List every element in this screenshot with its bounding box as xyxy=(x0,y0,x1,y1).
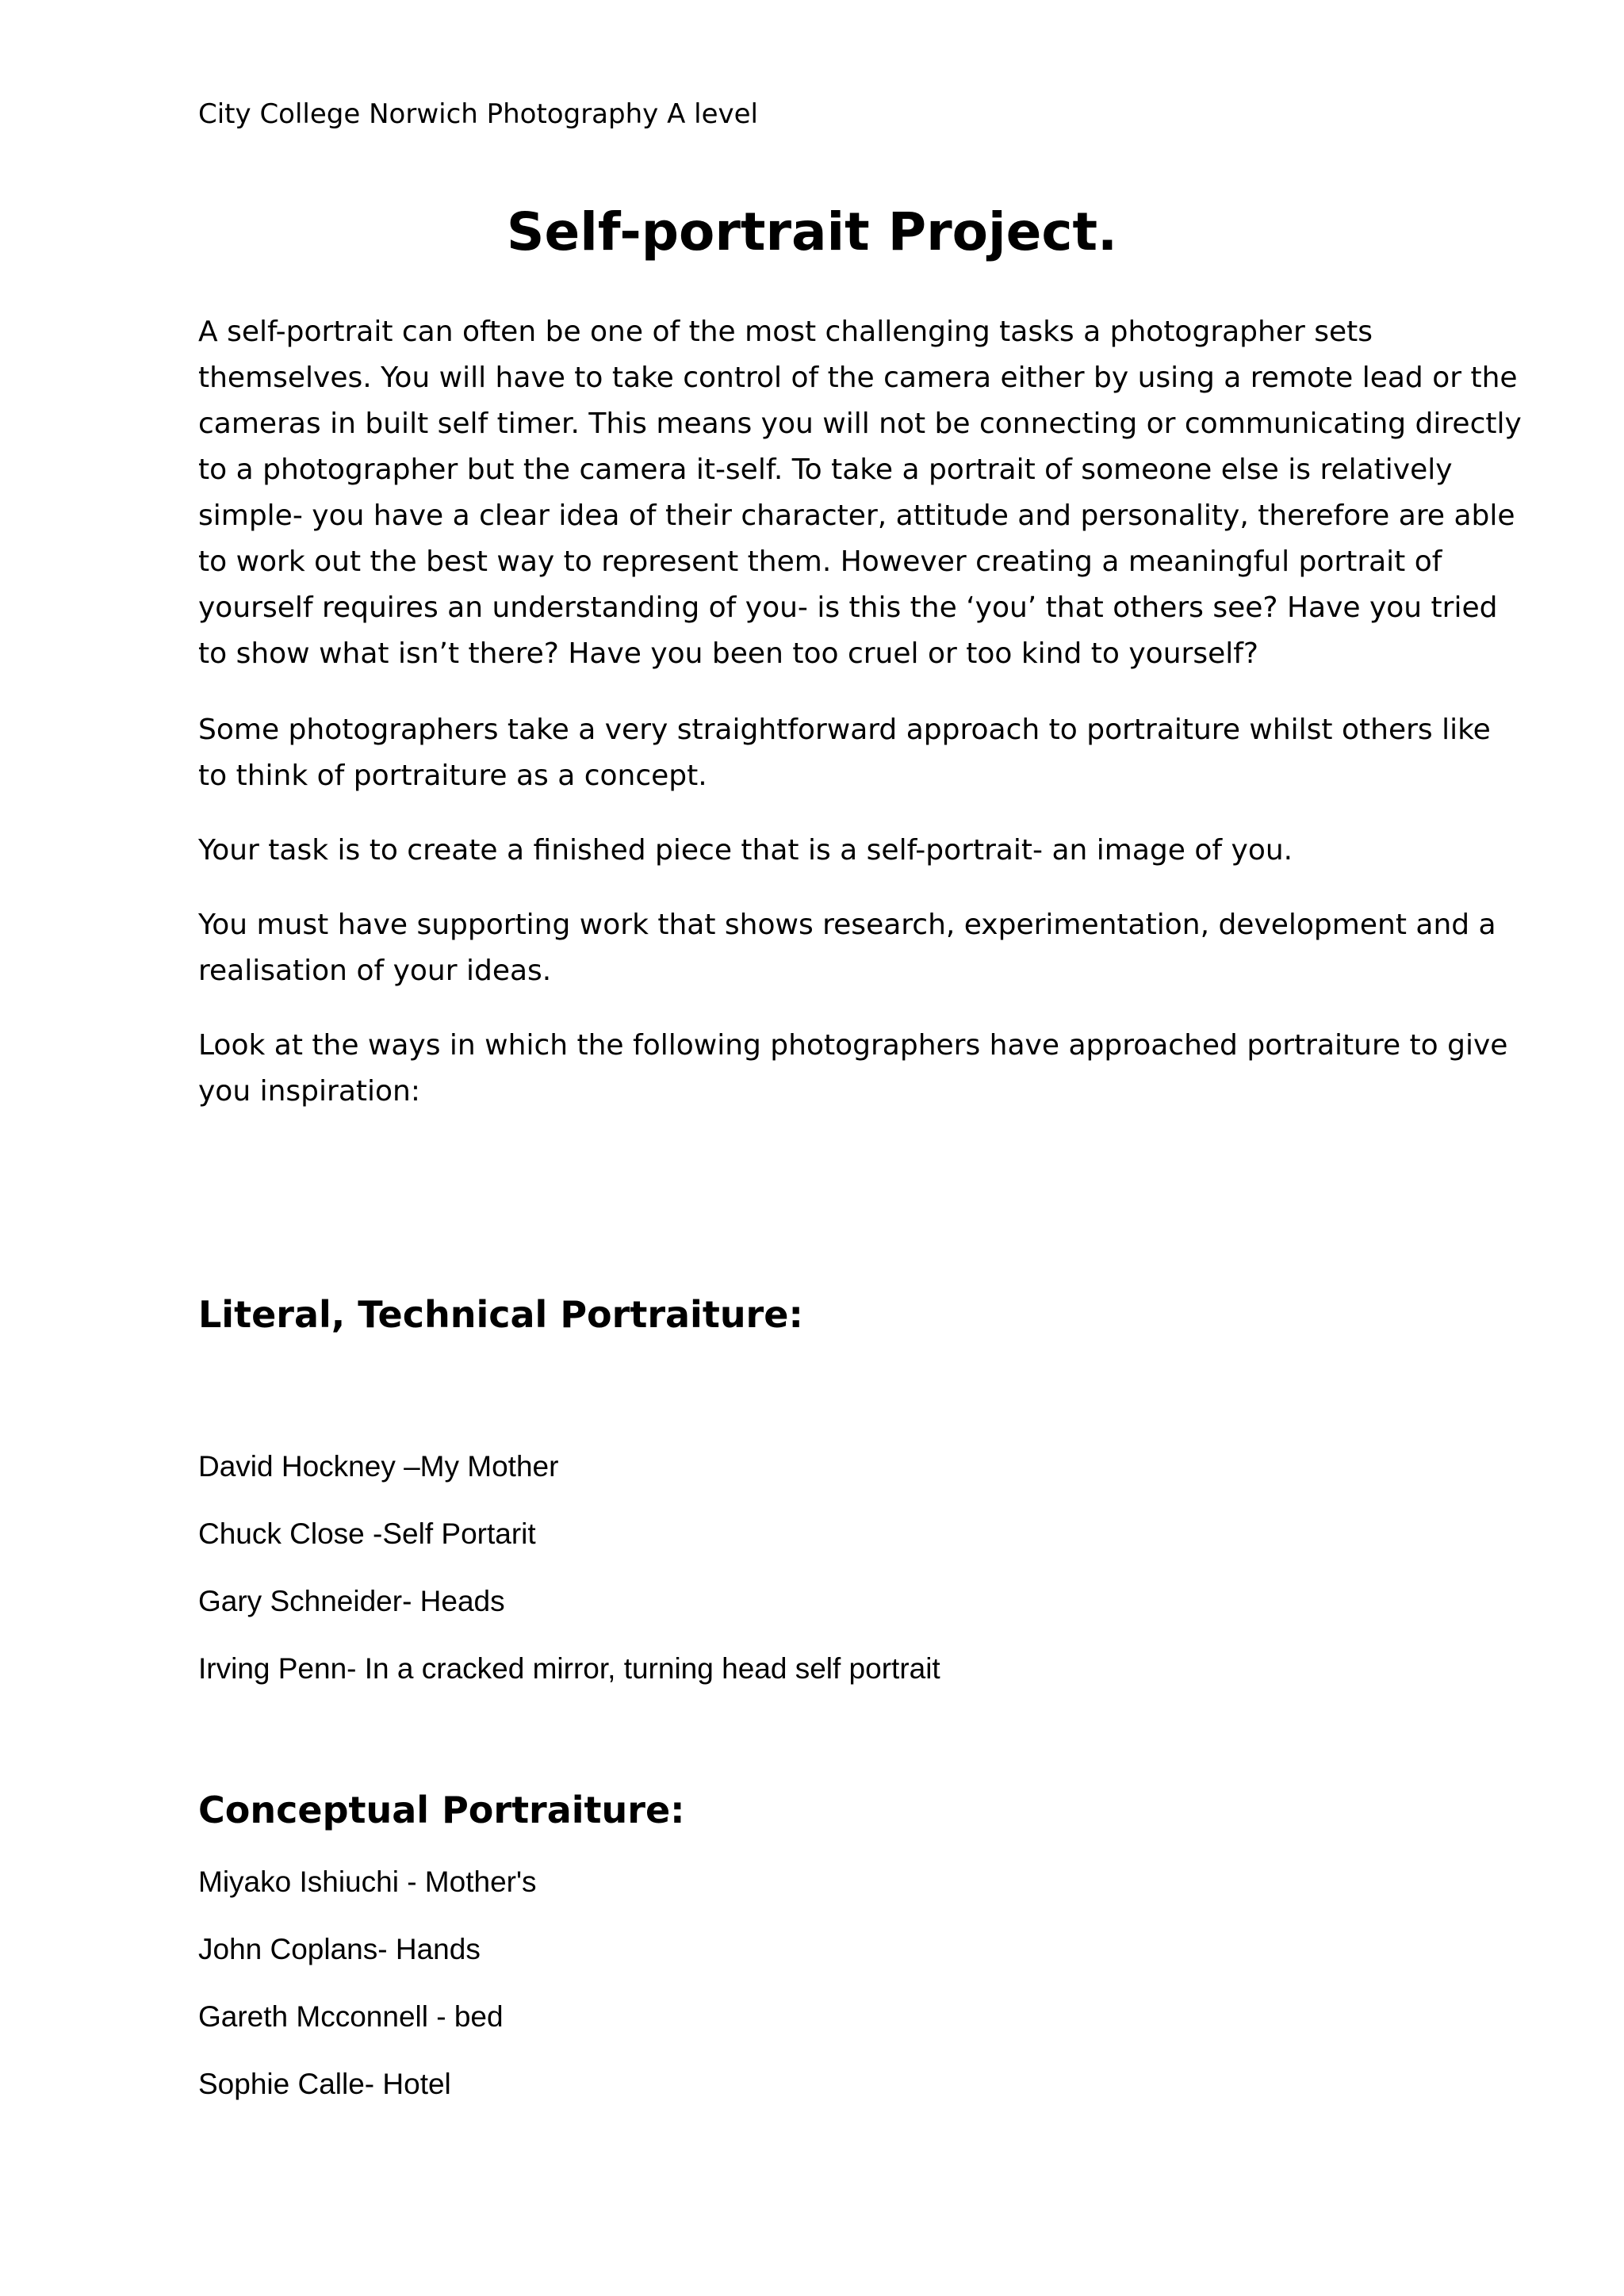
intro-line: to show what isn’t there? Have you been too cruel or too kind to yourself? xyxy=(198,637,1259,670)
supporting-paragraph xyxy=(198,902,1496,994)
intro-line: to work out the best way to represent them. However creating a meaningful portrait of xyxy=(198,545,1442,578)
conceptual-photographer-item: Miyako Ishiuchi - Mother's xyxy=(198,1866,537,1898)
conceptual-photographer-item: Sophie Calle- Hotel xyxy=(198,2068,451,2100)
intro-line: A self-portrait can often be one of the most challenging tasks a photographer sets xyxy=(198,316,1373,348)
approaches-paragraph xyxy=(198,707,1491,799)
intro-paragraph xyxy=(198,309,1522,677)
literal-photographer-item: David Hockney –My Mother xyxy=(198,1450,559,1483)
approaches-line: to think of portraiture as a concept. xyxy=(198,760,707,792)
literal-photographer-item: Gary Schneider- Heads xyxy=(198,1585,505,1617)
task-paragraph xyxy=(198,828,1451,874)
conceptual-photographer-item: John Coplans- Hands xyxy=(198,1933,481,1965)
task-line: Your task is to create a finished piece that is a self-portrait- an image of you. xyxy=(198,834,1293,867)
page-title: Self-portrait Project. xyxy=(506,201,1118,262)
conceptual-photographer-item: Gareth Mcconnell - bed xyxy=(198,2000,504,2033)
document-header: City College Norwich Photography A level xyxy=(198,98,758,130)
intro-line: to a photographer but the camera it-self. To take a portrait of someone else is relatively xyxy=(198,453,1453,486)
literal-photographer-item: Chuck Close -Self Portarit xyxy=(198,1517,536,1550)
conceptual-portraiture-heading: Conceptual Portraiture: xyxy=(198,1789,685,1831)
intro-line: yourself requires an understanding of you- is this the ‘you’ that others see? Have you tried xyxy=(198,591,1498,624)
intro-line: cameras in built self timer. This means you will not be connecting or communicating directly xyxy=(198,408,1522,440)
intro-line: themselves. You will have to take control of the camera either by using a remote lead or the xyxy=(198,362,1518,394)
inspiration-line: you inspiration: xyxy=(198,1075,420,1108)
supporting-line: realisation of your ideas. xyxy=(198,955,552,987)
literal-photographer-item: Irving Penn- In a cracked mirror, turning head self portrait xyxy=(198,1652,940,1685)
supporting-line: You must have supporting work that shows research, experimentation, development and a xyxy=(198,909,1496,941)
approaches-line: Some photographers take a very straightforward approach to portraiture whilst others like xyxy=(198,714,1491,746)
inspiration-line: Look at the ways in which the following photographers have approached portraiture to give xyxy=(198,1029,1508,1062)
intro-line: simple- you have a clear idea of their character, attitude and personality, therefore are able xyxy=(198,499,1515,532)
inspiration-paragraph xyxy=(198,1023,1508,1115)
literal-portraiture-heading: Literal, Technical Portraiture: xyxy=(198,1293,803,1336)
